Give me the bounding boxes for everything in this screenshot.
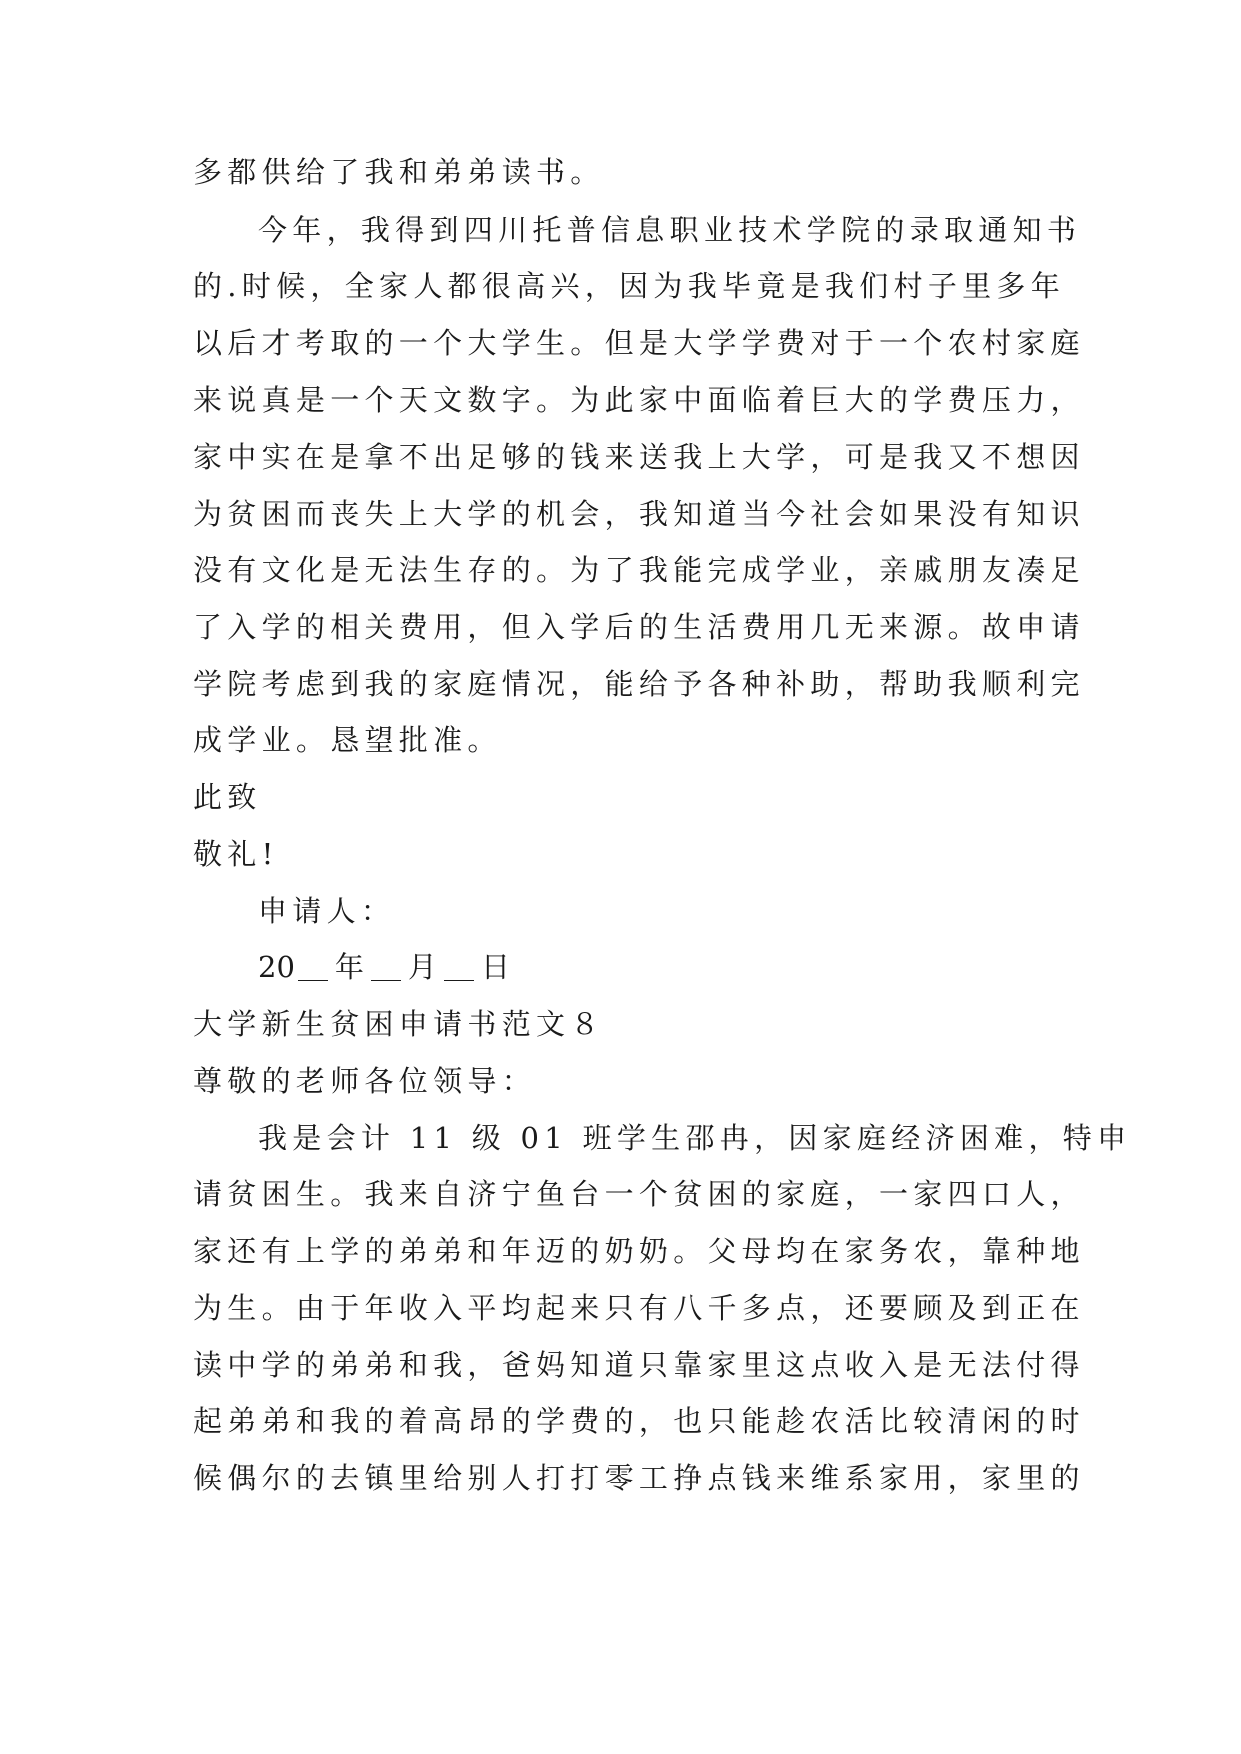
paragraph-line: 的.时候，全家人都很高兴，因为我毕竟是我们村子里多年 <box>193 269 1066 303</box>
paragraph-line: 家还有上学的弟弟和年迈的奶奶。父母均在家务农，靠种地 <box>193 1234 1085 1268</box>
paragraph-line: 以后才考取的一个大学生。但是大学学费对于一个农村家庭 <box>193 326 1085 360</box>
paragraph-line: 多都供给了我和弟弟读书。 <box>193 155 605 189</box>
date-day-blank <box>444 950 474 981</box>
paragraph-line: 了入学的相关费用，但入学后的生活费用几无来源。故申请 <box>193 610 1085 644</box>
date-year-blank <box>298 950 328 981</box>
paragraph-line: 为贫困而丧失上大学的机会，我知道当今社会如果没有知识 <box>193 497 1085 531</box>
paragraph-line: 起弟弟和我的着高昂的学费的，也只能趁农活比较清闲的时 <box>193 1404 1085 1438</box>
paragraph-line: 今年，我得到四川托普信息职业技术学院的录取通知书 <box>258 213 1082 247</box>
paragraph-line: 读中学的弟弟和我，爸妈知道只靠家里这点收入是无法付得 <box>193 1348 1085 1382</box>
date-month-unit: 月 <box>407 950 437 984</box>
paragraph-line: 为生。由于年收入平均起来只有八千多点，还要顾及到正在 <box>193 1291 1085 1325</box>
section-title: 大学新生贫困申请书范文８ <box>193 1007 605 1041</box>
date-day-unit: 日 <box>480 950 510 984</box>
paragraph-line: 来说真是一个天文数字。为此家中面临着巨大的学费压力， <box>193 383 1085 417</box>
paragraph-line: 学院考虑到我的家庭情况，能给予各种补助，帮助我顺利完 <box>193 667 1085 701</box>
paragraph-line: 请贫困生。我来自济宁鱼台一个贫困的家庭，一家四口人， <box>193 1177 1085 1211</box>
date-year-unit: 年 <box>334 950 364 984</box>
date-month-blank <box>371 950 401 981</box>
paragraph-line: 家中实在是拿不出足够的钱来送我上大学，可是我又不想因 <box>193 440 1085 474</box>
closing-regards: 敬礼! <box>193 837 279 871</box>
date-year-prefix: 20 <box>258 950 295 984</box>
paragraph-line: 没有文化是无法生存的。为了我能完成学业，亲戚朋友凑足 <box>193 553 1085 587</box>
greeting: 尊敬的老师各位领导： <box>193 1064 537 1098</box>
paragraph-line: 候偶尔的去镇里给别人打打零工挣点钱来维系家用，家里的 <box>193 1461 1085 1495</box>
applicant-label: 申请人： <box>258 894 396 928</box>
date-line <box>258 947 514 987</box>
closing-salutation: 此致 <box>193 780 262 814</box>
paragraph-line: 我是会计 11 级 01 班学生邵冉，因家庭经济困难，特申 <box>258 1121 1132 1155</box>
paragraph-line: 成学业。恳望批准。 <box>193 723 502 757</box>
